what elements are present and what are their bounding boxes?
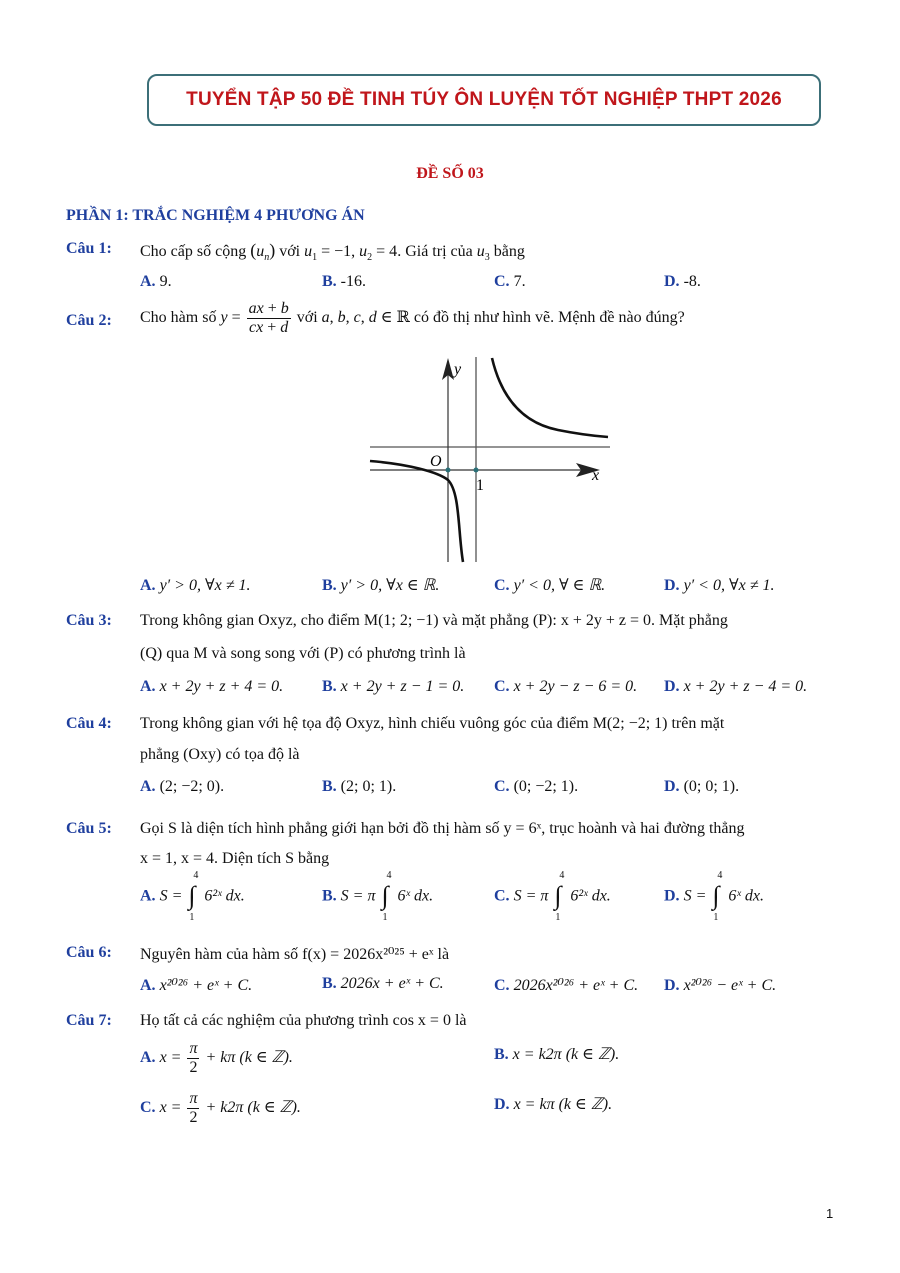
question-4: Câu 4: xyxy=(66,715,112,732)
question-6-text: Nguyên hàm của hàm số f(x) = 2026x²⁰²⁵ + eˣ là xyxy=(140,946,450,963)
option-b[interactable]: B. S = π 4 ∫ 1 6ˣ dx. xyxy=(322,870,434,923)
hyperbola-graph xyxy=(368,352,614,564)
option-c[interactable]: C. 7. xyxy=(494,273,526,290)
integral-sign-icon: 4 ∫ 1 xyxy=(712,870,723,923)
option-d[interactable]: D. x = kπ (k ∈ ℤ). xyxy=(494,1096,613,1113)
option-a[interactable]: A. x + 2y + z + 4 = 0. xyxy=(140,678,284,695)
option-b[interactable]: B. x = k2π (k ∈ ℤ). xyxy=(494,1046,620,1063)
tick-one-label: 1 xyxy=(476,477,484,494)
question-6: Câu 6: xyxy=(66,944,112,961)
header-banner xyxy=(147,74,821,126)
option-a[interactable]: A. x²⁰²⁶ + eˣ + C. xyxy=(140,977,253,994)
question-7: Câu 7: xyxy=(66,1012,112,1029)
option-c[interactable]: C. x = $\frac{\pi}{2}$ + k2π (k ∈ ℤ). xyxy=(140,1090,301,1126)
option-a[interactable]: A. y′ > 0, ∀x ≠ 1. xyxy=(140,577,251,594)
x-axis-label: x xyxy=(592,467,600,484)
option-c[interactable]: C. 2026x²⁰²⁶ + eˣ + C. xyxy=(494,977,639,994)
exam-title: ĐỀ SỐ 03 xyxy=(416,165,484,182)
option-d[interactable]: D. S = 4 ∫ 1 6ˣ dx. xyxy=(664,870,764,923)
option-d[interactable]: D. y′ < 0, ∀x ≠ 1. xyxy=(664,577,775,594)
question-2-text: Cho hàm số y = $\frac{ax + b}{cx + d}$ với a, b, c, d ∈ ℝ có đồ thị như hình vẽ. Mệnh đề nào đúng? xyxy=(140,300,685,336)
question-4-line2: phẳng (Oxy) có tọa độ là xyxy=(140,746,300,763)
option-b[interactable]: B. 2026x + eˣ + C. xyxy=(322,975,444,992)
question-3: Câu 3: xyxy=(66,612,112,629)
option-c[interactable]: C. x + 2y − z − 6 = 0. xyxy=(494,678,638,695)
function-fraction: $\frac{ax + b}{cx + d}$ xyxy=(248,300,289,336)
question-3-line1: Trong không gian Oxyz, cho điểm M(1; 2; −1) và mặt phẳng (P): x + 2y + z = 0. Mặt phẳng xyxy=(140,612,728,629)
integral-sign-icon: 4 ∫ 1 xyxy=(188,870,199,923)
option-c[interactable]: C. y′ < 0, ∀ ∈ ℝ. xyxy=(494,577,606,594)
integral-sign-icon: 4 ∫ 1 xyxy=(554,870,565,923)
part-title: PHẦN 1: TRẮC NGHIỆM 4 PHƯƠNG ÁN xyxy=(66,207,365,224)
question-5-line2: x = 1, x = 4. Diện tích S bằng xyxy=(140,850,330,867)
option-a[interactable]: A. 9. xyxy=(140,273,172,290)
question-7-text: Họ tất cả các nghiệm của phương trình cos x = 0 là xyxy=(140,1012,467,1029)
integral-sign-icon: 4 ∫ 1 xyxy=(381,870,392,923)
question-4-line1: Trong không gian với hệ tọa độ Oxyz, hình chiếu vuông góc của điểm M(2; −2; 1) trên mặt xyxy=(140,715,725,732)
pi-over-two-fraction: $\frac{\pi}{2}$ xyxy=(189,1040,198,1076)
question-label: Câu 1: xyxy=(66,240,112,257)
question-1 xyxy=(66,240,112,258)
question-2: Câu 2: xyxy=(66,312,112,329)
question-5-line1: Gọi S là diện tích hình phẳng giới hạn bởi đồ thị hàm số y = 6ˣ, trục hoành và hai đường thẳng xyxy=(140,820,745,837)
option-a[interactable]: A. S = 4 ∫ 1 6²ˣ dx. xyxy=(140,870,245,923)
y-axis-label: y xyxy=(454,361,462,378)
option-d[interactable]: D. x²⁰²⁶ − eˣ + C. xyxy=(664,977,777,994)
page-number: 1 xyxy=(826,1206,834,1221)
banner-title: TUYỂN TẬP 50 ĐỀ TINH TÚY ÔN LUYỆN TỐT NGHIỆP THPT 2026 xyxy=(186,89,782,110)
option-b[interactable]: B. -16. xyxy=(322,273,366,290)
option-d[interactable]: D. -8. xyxy=(664,273,701,290)
option-a[interactable]: A. (2; −2; 0). xyxy=(140,778,225,795)
option-b[interactable]: B. y′ > 0, ∀x ∈ ℝ. xyxy=(322,577,440,594)
option-c[interactable]: C. S = π 4 ∫ 1 6²ˣ dx. xyxy=(494,870,611,923)
option-d[interactable]: D. (0; 0; 1). xyxy=(664,778,740,795)
option-a[interactable]: A. x = $\frac{\pi}{2}$ + kπ (k ∈ ℤ). xyxy=(140,1040,293,1076)
question-1-text: Cho cấp số cộng $(u_n)$ với $u_1 = -1$, $u_2 = 4$. Giá trị của $u_3$ bằng xyxy=(140,240,525,264)
origin-label: O xyxy=(430,453,442,470)
question-5: Câu 5: xyxy=(66,820,112,837)
option-b[interactable]: B. x + 2y + z − 1 = 0. xyxy=(322,678,465,695)
pi-over-two-fraction: $\frac{\pi}{2}$ xyxy=(189,1090,198,1126)
question-3-line2: (Q) qua M và song song với (P) có phương trình là xyxy=(140,645,466,662)
option-b[interactable]: B. (2; 0; 1). xyxy=(322,778,397,795)
option-d[interactable]: D. x + 2y + z − 4 = 0. xyxy=(664,678,808,695)
option-c[interactable]: C. (0; −2; 1). xyxy=(494,778,579,795)
